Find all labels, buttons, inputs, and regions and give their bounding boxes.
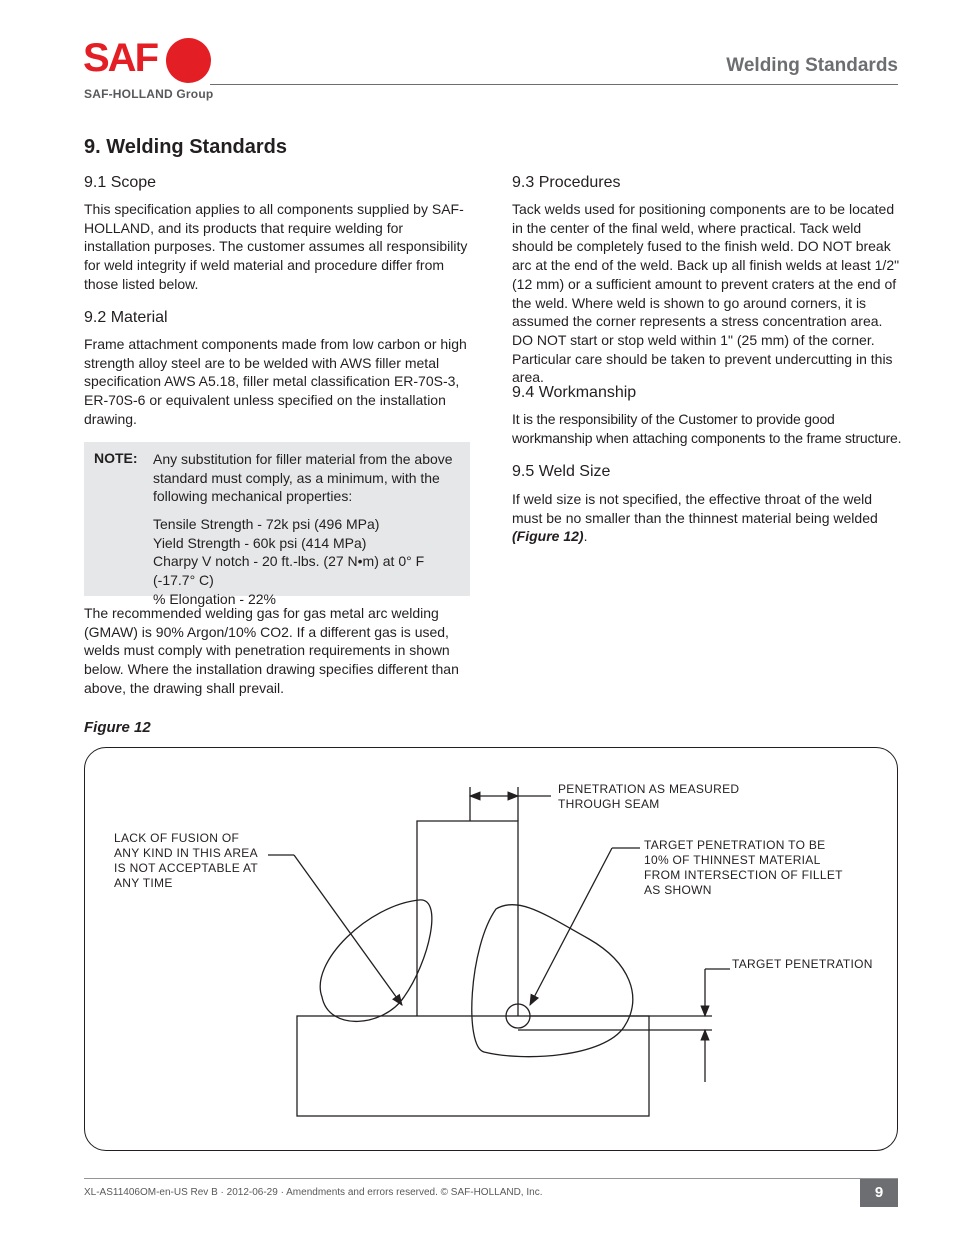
footer-text: XL-AS11406OM-en-US Rev B · 2012-06-29 · Amendments and errors reserved. © SAF-HOLLAND, Inc. [84, 1187, 543, 1198]
property-elongation: % Elongation - 22% [153, 590, 276, 607]
logo-subtitle: SAF-HOLLAND Group [84, 87, 214, 101]
section-title: 9. Welding Standards [84, 136, 287, 158]
gas-body: The recommended welding gas for gas metal arc welding (GMAW) is 90% Argon/10% CO2. If a different gas is used, welds must comply with penetration requirements in shown below. Where the installation drawing specifies different than above, the drawing shall prevail. [84, 605, 459, 696]
note-properties [153, 515, 465, 609]
logo-wordmark: SAF [83, 36, 157, 80]
property-yield: Yield Strength - 60k psi (414 MPa) [153, 534, 367, 551]
target-10pct-label-2: 10% OF THINNEST MATERIAL [644, 853, 821, 867]
procedures-heading: 9.3 Procedures [512, 174, 621, 191]
header-divider [210, 84, 898, 85]
note-text: Any substitution for filler material from the above standard must comply, as a minimum, with the following mechanical properties: [153, 451, 453, 505]
workmanship-heading: 9.4 Workmanship [512, 384, 637, 401]
property-charpy: Charpy V notch - 20 ft.-lbs. (27 N•m) at 0° F (-17.7° C) [153, 553, 425, 589]
lack-fusion-label-1: LACK OF FUSION OF [114, 831, 240, 845]
running-header-title: Welding Standards [726, 55, 898, 76]
lack-fusion-label-4: ANY TIME [114, 876, 173, 890]
scope-body: This specification applies to all components supplied by SAF-HOLLAND, and its products that require welding for installation purposes. The customer assumes all responsibility for weld integrity if weld material and procedure differ from those listed below. [84, 201, 468, 292]
procedures-body: Tack welds used for positioning components are to be located in the center of the final weld, where practical. Tack weld should be completely fused to the finish weld. DO NOT break arc at the end of the weld. Back up all finish welds at least 1/2" (12 mm) or a sufficient amount to prevent craters at the end of the weld. Where weld is shown to go around corners, it is assumed the corner represents a stress concentration area. DO NOT start or stop weld within 1" (25 mm) of the corner. Particular care should be taken to prevent undercutting in this area. [512, 201, 900, 386]
weld-size-body [512, 490, 902, 546]
property-tensile: Tensile Strength - 72k psi (496 MPa) [153, 516, 380, 532]
lack-fusion-label-3: IS NOT ACCEPTABLE AT [114, 861, 259, 875]
penetration-seam-label-1: PENETRATION AS MEASURED [558, 782, 740, 796]
fusion-leader-arrow [294, 855, 402, 1005]
material-body: Frame attachment components made from low carbon or high strength alloy steel are to be welded with AWS filler metal specification AWS A5.18, filler metal classification ER-70S-3, ER-70S-6 or equivalent unless specified on the installation drawing. [84, 336, 467, 427]
target-10pct-label-4: AS SHOWN [644, 883, 712, 897]
page-number: 9 [860, 1179, 898, 1207]
weld-size-text: If weld size is not specified, the effective throat of the weld must be no smaller than the thinnest material being welded [512, 491, 878, 526]
lack-fusion-label-2: ANY KIND IN THIS AREA [114, 846, 258, 860]
target-10pct-label-1: TARGET PENETRATION TO BE [644, 838, 826, 852]
penetration-seam-label-2: THROUGH SEAM [558, 797, 660, 811]
target-leader-arrow [530, 848, 612, 1005]
figure-reference-link[interactable]: (Figure 12) [512, 528, 584, 545]
workmanship-body: It is the responsibility of the Customer to provide good workmanship when attaching components to the frame structure. [512, 411, 902, 446]
weld-size-period: . [583, 528, 588, 545]
scope-heading: 9.1 Scope [84, 174, 157, 191]
target-10pct-label-3: FROM INTERSECTION OF FILLET [644, 868, 843, 882]
logo-circle-icon [166, 38, 211, 83]
left-weld-bead [320, 900, 432, 1022]
figure-label: Figure 12 [84, 719, 151, 736]
weld-size-heading: 9.5 Weld Size [512, 463, 611, 480]
right-weld-bead [472, 905, 633, 1057]
weld-diagram [84, 747, 898, 1151]
target-penetration-label: TARGET PENETRATION [732, 957, 873, 971]
footer-divider [84, 1178, 898, 1179]
material-heading: 9.2 Material [84, 309, 168, 326]
note-label: NOTE: [94, 450, 138, 466]
